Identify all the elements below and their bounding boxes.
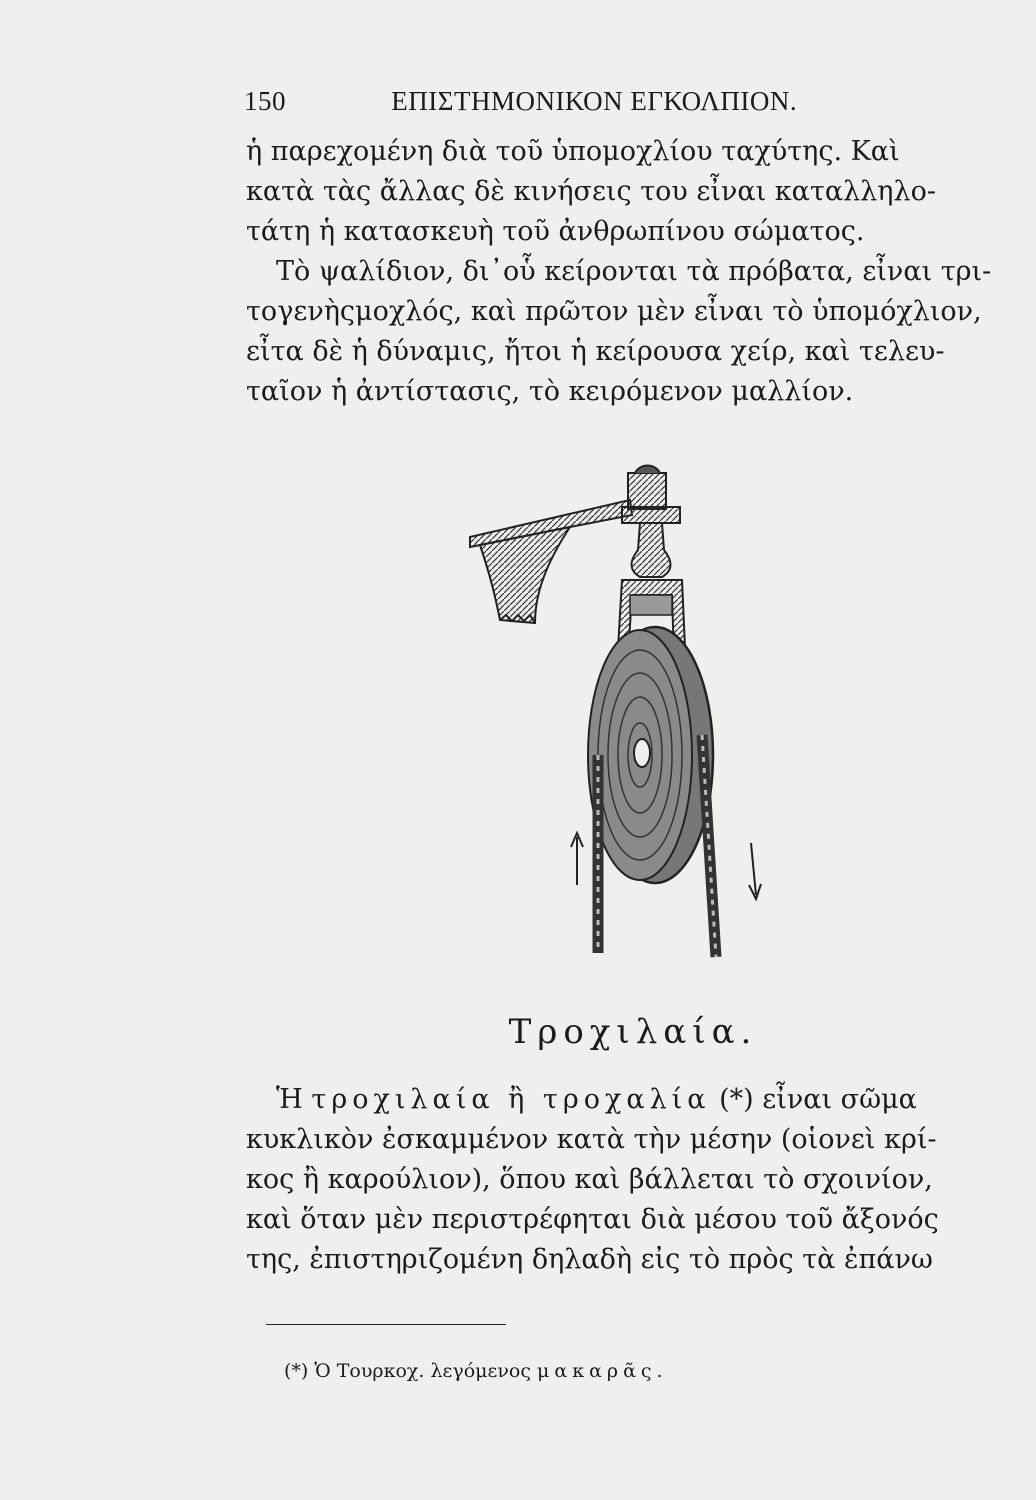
text-line: κυκλικὸν ἐσκαμμένον κατὰ τὴν μέσην (οἱονεὶ κρί- — [246, 1124, 937, 1155]
text-line: καὶ ὅταν μὲν περιστρέφηται διὰ μέσου τοῦ ἄξονός — [246, 1204, 939, 1235]
text-line: κατὰ τὰς ἄλλας δὲ κινήσεις του εἶναι καταλληλο- — [246, 176, 936, 207]
footnote — [284, 1360, 668, 1382]
running-title: ΕΠΙΣΤΗΜΟΝΙΚΟΝ ΕΓΚΟΛΠΙΟΝ. — [391, 86, 798, 116]
text-line: της, ἐπιστηριζομένη δηλαδὴ εἰς τὸ πρὸς τὰ ἐπάνω — [246, 1244, 933, 1275]
pulley-wheel — [588, 627, 713, 883]
pulley-illustration — [450, 455, 790, 995]
text-line: ταῖον ἡ ἀντίστασις, τὸ κειρόμενον μαλλίον. — [246, 376, 854, 407]
top-bolt — [622, 466, 680, 578]
hook-bracket — [470, 500, 632, 623]
footnote-text: Ὁ Τουρκοχ. λεγόμενος — [314, 1360, 531, 1382]
page-number: 150 — [244, 86, 286, 116]
paragraph-2 — [246, 1080, 982, 1280]
text-line: ἡ παρεχομένη διὰ τοῦ ὑπομοχλίου ταχύτης. Καὶ — [246, 136, 900, 167]
text-rest: (*) εἶναι σῶμα — [719, 1084, 917, 1115]
figure-caption: Τροχιλαία. — [508, 1012, 758, 1052]
text-line: εἶτα δὲ ἡ δύναμις, ἤτοι ἡ κείρουσα χείρ, καὶ τελευ- — [246, 336, 945, 367]
footnote-rule — [266, 1324, 506, 1325]
text-line: Τὸ ψαλίδιον, δι᾽οὗ κείρονται τὰ πρόβατα, εἶναι τρι- — [276, 256, 992, 287]
text-line: τογενὴςμοχλός, καὶ πρῶτον μὲν εἶναι τὸ ὑπομόχλιον, — [246, 296, 982, 327]
text-line: τάτη ἡ κατασκευὴ τοῦ ἀνθρωπίνου σώματος. — [246, 216, 865, 247]
footnote-marker: (*) — [284, 1360, 309, 1382]
text-line-first — [246, 1080, 982, 1120]
spaced-term: τροχιλαία ἢ τροχαλία — [311, 1084, 711, 1115]
text-line: κος ἢ καρούλιον), ὅπου καὶ βάλλεται τὸ σχοινίον, — [246, 1164, 933, 1195]
footnote-spaced-term: μακαρᾶς. — [537, 1360, 668, 1382]
arrow-down-icon — [749, 843, 761, 899]
lead-word: Ἡ — [276, 1084, 303, 1115]
arrow-up-icon — [571, 833, 583, 885]
page-header — [244, 86, 844, 117]
paragraph-1 — [246, 132, 992, 412]
